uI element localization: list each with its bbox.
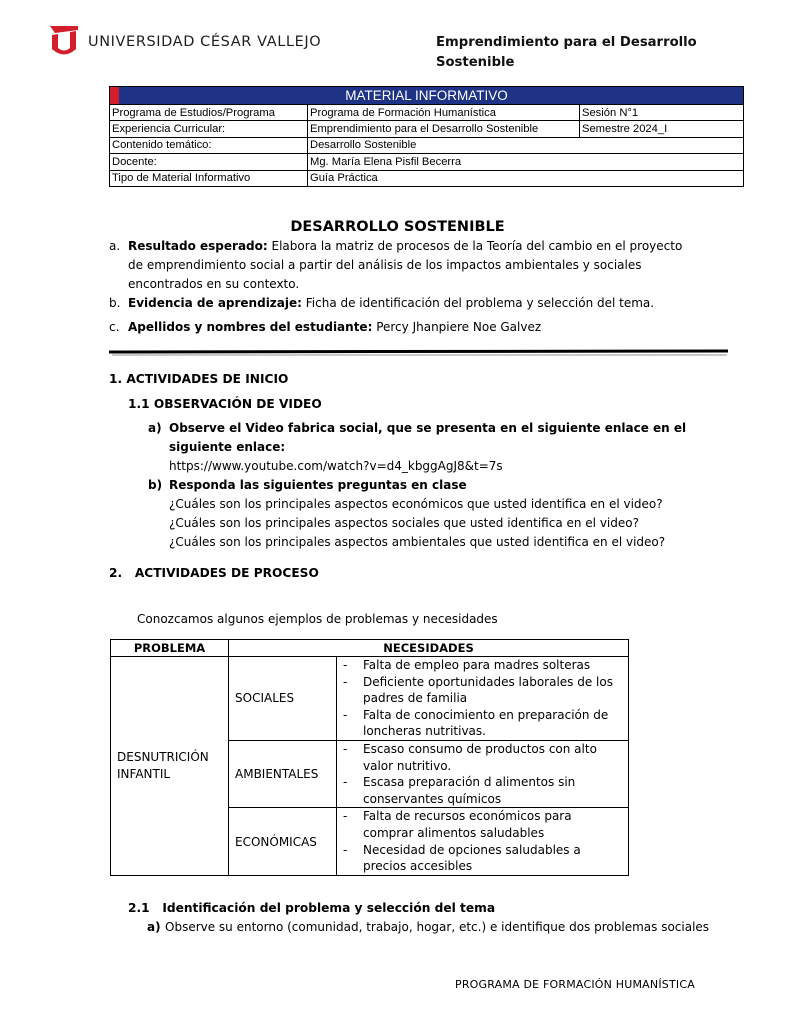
needs-cell	[337, 657, 629, 741]
section2-intro: Conozcamos algunos ejemplos de problemas y necesidades	[137, 612, 498, 626]
list-marker: a)	[147, 920, 161, 934]
info-row-programa	[110, 105, 744, 121]
activity-b	[148, 476, 748, 552]
section2-heading: 2. ACTIVIDADES DE PROCESO	[109, 566, 319, 580]
info-label: Programa de Estudios/Programa	[110, 105, 308, 121]
list-item: - Escasa preparación d alimentos sin conservantes químicos	[343, 775, 576, 806]
intro-item-text: Elabora la matriz de procesos de la Teoría del cambio en el proyecto de emprendimiento social a partir del análisis de los impactos ambientales y sociales encontrados en su contexto.	[128, 239, 683, 291]
intro-list	[109, 237, 699, 337]
list-item: - Escaso consumo de productos con alto valor nutritivo.	[343, 741, 597, 773]
info-value: Guía Práctica	[308, 170, 744, 186]
divider-shadow	[112, 354, 727, 356]
col-header-problem: PROBLEMA	[111, 640, 229, 657]
info-label: Experiencia Curricular:	[110, 121, 308, 137]
info-value: Mg. María Elena Pisfil Becerra	[308, 154, 744, 170]
info-value: Emprendimiento para el Desarrollo Sostenible	[308, 121, 580, 137]
section1-activities	[148, 419, 748, 552]
activity-b-text: Responda las siguientes preguntas en clase	[169, 478, 467, 492]
intro-item-evidence	[109, 294, 699, 313]
category-cell: SOCIALES	[229, 657, 337, 741]
list-marker: c.	[109, 320, 120, 334]
category-cell: ECONÓMICAS	[229, 808, 337, 875]
question-economic: ¿Cuáles son los principales aspectos económicos que usted identifica en el video?	[169, 497, 663, 511]
info-extra: Semestre 2024_I	[580, 121, 744, 137]
info-row-experiencia	[110, 121, 744, 137]
question-environmental: ¿Cuáles son los principales aspectos ambientales que usted identifica en el video?	[169, 535, 666, 549]
intro-item-text: Percy Jhanpiere Noe Galvez	[372, 320, 542, 334]
activity-a-text: Observe el Video fabrica social, que se presenta en el siguiente enlace en el siguiente enlace:	[169, 421, 687, 454]
intro-item-text: Ficha de identificación del problema y selección del tema.	[301, 296, 655, 310]
intro-item-label: Resultado esperado:	[128, 239, 268, 253]
list-item: - Deficiente oportunidades laborales de los padres de familia	[343, 674, 613, 706]
document-title: DESARROLLO SOSTENIBLE	[290, 219, 505, 235]
needs-cell	[337, 740, 629, 807]
problem-cell: DESNUTRICIÓN INFANTIL	[111, 657, 229, 876]
list-item: - Necesidad de opciones saludables a precios accesibles	[343, 842, 581, 874]
list-marker: a)	[148, 421, 162, 435]
list-marker: b.	[109, 296, 121, 310]
info-label: Contenido temático:	[110, 137, 308, 153]
section21-item-a	[147, 918, 747, 937]
info-row-tipo	[110, 170, 744, 186]
list-item: - Falta de recursos económicos para comprar alimentos saludables	[343, 809, 572, 840]
info-row-docente	[110, 154, 744, 170]
page-footer: PROGRAMA DE FORMACIÓN HUMANÍSTICA	[455, 978, 695, 991]
divider-line	[109, 350, 728, 354]
list-item: - Falta de conocimiento en preparación de loncheras nutritivas.	[343, 707, 609, 739]
question-social: ¿Cuáles son los principales aspectos sociales que usted identifica en el video?	[169, 516, 639, 530]
info-row-contenido	[110, 137, 744, 153]
section1-subheading: 1.1 OBSERVACIÓN DE VIDEO	[128, 397, 322, 411]
needs-cell	[337, 808, 629, 875]
ucv-logo-icon	[50, 26, 78, 57]
material-info-title: MATERIAL INFORMATIVO	[110, 87, 744, 105]
red-accent-bar	[110, 87, 119, 104]
section1-heading: 1. ACTIVIDADES DE INICIO	[109, 372, 289, 386]
info-label: Tipo de Material Informativo	[110, 170, 308, 186]
category-cell: AMBIENTALES	[229, 740, 337, 807]
list-marker: a.	[109, 239, 121, 253]
intro-item-result	[109, 237, 699, 294]
list-item: - Falta de empleo para madres solteras	[343, 658, 591, 672]
video-link[interactable]: https://www.youtube.com/watch?v=d4_kbggAgJ8&t=7s	[169, 459, 503, 473]
list-marker: b)	[148, 478, 163, 492]
university-logo	[50, 26, 321, 57]
table-row-sociales	[111, 657, 629, 741]
intro-item-student	[109, 318, 699, 337]
col-header-needs: NECESIDADES	[229, 640, 629, 657]
info-label: Docente:	[110, 154, 308, 170]
university-name: UNIVERSIDAD CÉSAR VALLEJO	[88, 33, 322, 50]
material-info-table	[109, 86, 744, 187]
info-value: Programa de Formación Humanística	[308, 105, 580, 121]
intro-item-label: Evidencia de aprendizaje:	[128, 296, 302, 310]
section21-heading: 2.1 Identificación del problema y selección del tema	[128, 901, 496, 915]
course-title: Emprendimiento para el Desarrollo Sostenible	[436, 35, 697, 70]
info-value: Desarrollo Sostenible	[308, 137, 744, 153]
intro-item-label: Apellidos y nombres del estudiante:	[128, 320, 373, 334]
section21-item-text: Observe su entorno (comunidad, trabajo, hogar, etc.) e identifique dos problemas sociales	[165, 920, 710, 934]
problems-needs-table	[110, 639, 629, 876]
info-extra: Sesión N°1	[580, 105, 744, 121]
activity-a	[148, 419, 748, 476]
